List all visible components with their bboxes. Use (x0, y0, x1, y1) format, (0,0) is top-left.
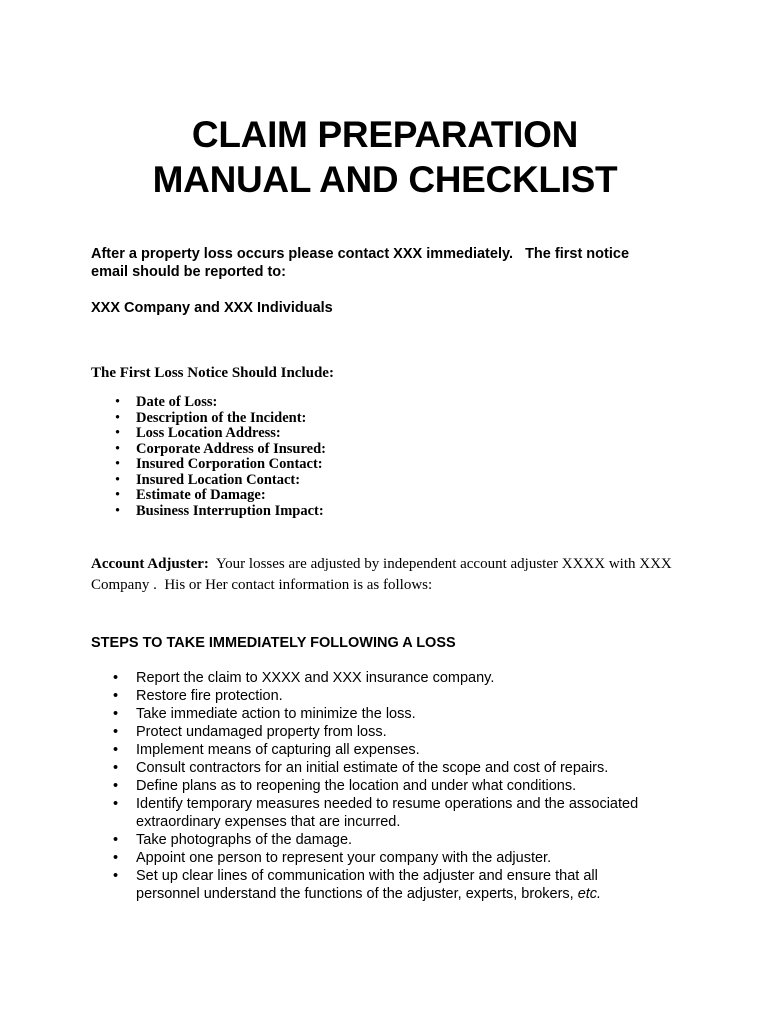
notice-item-text: Insured Location Contact: (136, 471, 301, 488)
document-title (0, 112, 770, 202)
step-item-text: Set up clear lines of communication with the adjuster and ensure that all personnel understand the functions of the adjuster, experts, brokers, (136, 868, 598, 902)
step-item-text: Take photographs of the damage. (136, 832, 353, 848)
notice-item (91, 426, 326, 442)
notice-item (91, 504, 326, 520)
bullet-icon: • (113, 724, 119, 740)
bullet-icon: • (115, 502, 121, 519)
adjuster-line-2: Company . His or Her contact information is as follows: (91, 577, 433, 593)
bullet-icon: • (113, 850, 119, 866)
bullet-icon: • (113, 706, 119, 722)
step-item-text: Appoint one person to represent your company with the adjuster. (136, 850, 552, 866)
title-line-2: MANUAL AND CHECKLIST (152, 159, 618, 200)
bullet-icon: • (115, 456, 121, 472)
step-item-text: Protect undamaged property from loss. (136, 724, 387, 740)
bullet-icon: • (113, 760, 119, 776)
bullet-icon: • (113, 688, 119, 704)
step-item (91, 795, 651, 831)
bullet-icon: • (115, 440, 121, 457)
title-line-1: CLAIM PREPARATION (191, 114, 579, 155)
step-item (91, 705, 651, 723)
adjuster-line-1 (91, 554, 691, 575)
bullet-icon: • (113, 796, 119, 812)
notice-item-text: Corporate Address of Insured: (136, 440, 326, 457)
step-item-text: Identify temporary measures needed to resume operations and the associated extraordinary expenses that are incurred. (136, 796, 639, 830)
step-item (91, 687, 651, 705)
step-item-etc: etc. (577, 886, 602, 902)
steps-list (91, 669, 651, 903)
bullet-icon: • (113, 742, 119, 758)
notice-item (91, 395, 326, 411)
notice-item (91, 411, 326, 427)
notice-item (91, 473, 326, 489)
notice-item-text: Estimate of Damage: (136, 487, 266, 503)
step-item-text: Restore fire protection. (136, 688, 283, 704)
notice-list (91, 395, 326, 519)
notice-item-text: Business Interruption Impact: (136, 502, 324, 519)
step-item (91, 741, 651, 759)
bullet-icon: • (115, 471, 121, 488)
notice-item (91, 488, 326, 504)
company-line: XXX Company and XXX Individuals (91, 300, 333, 316)
step-item (91, 669, 651, 687)
step-item (91, 759, 651, 777)
steps-heading: STEPS TO TAKE IMMEDIATELY FOLLOWING A LOSS (91, 635, 456, 651)
intro-paragraph (91, 245, 691, 281)
step-item (91, 849, 651, 867)
intro-line-2: email should be reported to: (91, 264, 286, 280)
bullet-icon: • (115, 487, 121, 503)
notice-item-text: Description of the Incident: (136, 409, 307, 426)
bullet-icon: • (113, 670, 119, 686)
bullet-icon: • (115, 425, 121, 441)
adjuster-label: Account Adjuster: (91, 556, 209, 572)
notice-heading: The First Loss Notice Should Include: (91, 365, 334, 381)
step-item-text: Define plans as to reopening the location and under what conditions. (136, 778, 577, 794)
step-item-text: Take immediate action to minimize the loss. (136, 706, 416, 722)
step-item (91, 831, 651, 849)
notice-item (91, 442, 326, 458)
adjuster-paragraph (91, 554, 691, 596)
notice-item-text: Insured Corporation Contact: (136, 456, 323, 472)
bullet-icon: • (115, 394, 121, 410)
bullet-icon: • (115, 409, 121, 426)
bullet-icon: • (113, 778, 119, 794)
step-item-text: Consult contractors for an initial estimate of the scope and cost of repairs. (136, 760, 609, 776)
step-item (91, 723, 651, 741)
intro-line-1: After a property loss occurs please contact XXX immediately. The first notice (91, 246, 630, 262)
bullet-icon: • (113, 832, 119, 848)
step-item-text: Report the claim to XXXX and XXX insurance company. (136, 670, 495, 686)
notice-item-text: Loss Location Address: (136, 425, 281, 441)
step-item (91, 777, 651, 795)
bullet-icon: • (113, 868, 119, 884)
adjuster-text-1: Your losses are adjusted by independent account adjuster XXXX with XXX (208, 556, 672, 572)
step-item-text: Implement means of capturing all expenses. (136, 742, 420, 758)
notice-item (91, 457, 326, 473)
step-item (91, 867, 651, 903)
notice-item-text: Date of Loss: (136, 394, 218, 410)
